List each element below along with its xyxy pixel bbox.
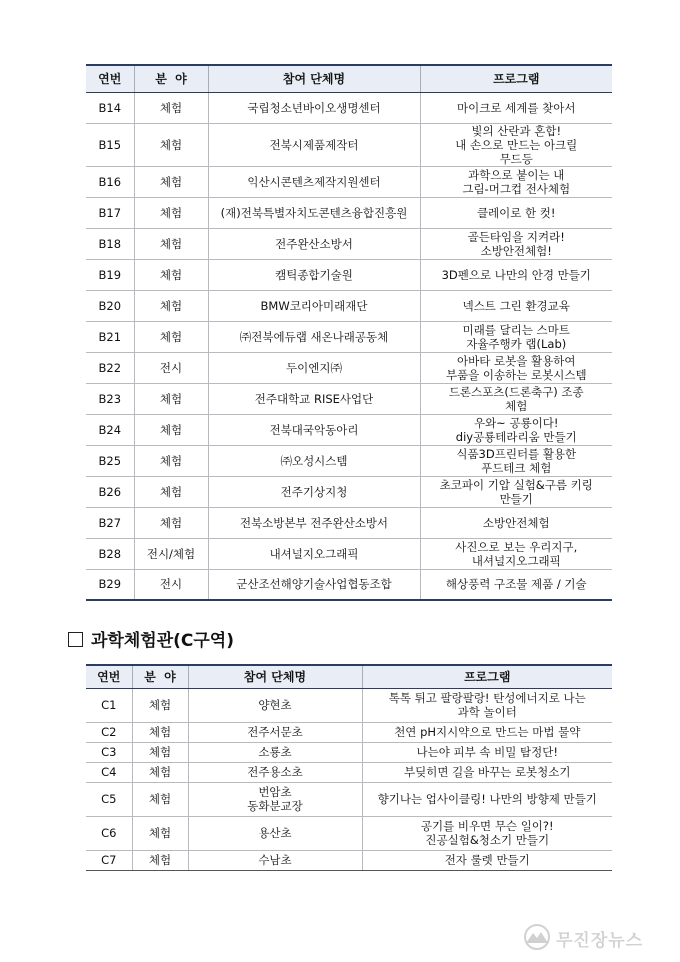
watermark-text: 무진장뉴스: [556, 931, 644, 951]
row-number: C7: [86, 850, 132, 870]
table-row: [86, 321, 612, 352]
table-row: [86, 722, 612, 742]
row-org: ㈜전북에듀랩 새온나래공동체: [208, 321, 420, 352]
row-number: B21: [86, 321, 134, 352]
row-org: 전주대학교 RISE사업단: [208, 383, 420, 414]
row-org: 캠틱종합기술원: [208, 259, 420, 290]
row-field: 전시: [134, 352, 208, 383]
row-org: 군산조선해양기술사업협동조합: [208, 569, 420, 600]
table-row: [86, 166, 612, 197]
checkbox-square-icon: [68, 632, 83, 647]
row-number: B18: [86, 228, 134, 259]
row-org: 국립청소년바이오생명센터: [208, 92, 420, 123]
row-program: 식품3D프린터를 활용한 푸드테크 체험: [420, 445, 612, 476]
row-org: 양현초: [188, 688, 362, 722]
row-org: 두이엔지㈜: [208, 352, 420, 383]
row-program: 빛의 산란과 혼합! 내 손으로 만드는 아크릴 무드등: [420, 123, 612, 166]
table-row: [86, 228, 612, 259]
row-org: 수남초: [188, 850, 362, 870]
row-field: 체험: [134, 197, 208, 228]
row-org: 번암초 동화분교장: [188, 782, 362, 816]
row-program: 초코파이 기압 실험&구름 키링 만들기: [420, 476, 612, 507]
row-program: 나는야 피부 속 비밀 탐정단!: [362, 742, 612, 762]
row-org: 전주기상지청: [208, 476, 420, 507]
row-org: 전북시제품제작터: [208, 123, 420, 166]
row-field: 체험: [132, 722, 188, 742]
mountain-logo-icon: [522, 924, 552, 950]
row-number: B14: [86, 92, 134, 123]
section-title-text: 과학체험관(C구역): [91, 631, 234, 651]
row-program: 전자 룰렛 만들기: [362, 850, 612, 870]
row-field: 전시/체험: [134, 538, 208, 569]
row-org: 전주용소초: [188, 762, 362, 782]
row-program: 사진으로 보는 우리지구, 내셔널지오그래픽: [420, 538, 612, 569]
row-field: 체험: [134, 290, 208, 321]
row-number: C2: [86, 722, 132, 742]
row-number: B17: [86, 197, 134, 228]
row-org: 전주완산소방서: [208, 228, 420, 259]
row-org: 전주서문초: [188, 722, 362, 742]
table-c-header-row: [86, 665, 612, 688]
row-field: 체험: [134, 414, 208, 445]
header-field: 분 야: [132, 665, 188, 688]
header-no: 연번: [86, 665, 132, 688]
row-org: 익산시콘텐츠제작지원센터: [208, 166, 420, 197]
row-program: 과학으로 붙이는 내 그림-머그컵 전사체험: [420, 166, 612, 197]
row-program: 클레이로 한 컷!: [420, 197, 612, 228]
table-row: [86, 507, 612, 538]
row-field: 체험: [132, 850, 188, 870]
row-org: (재)전북특별자치도콘텐츠융합진흥원: [208, 197, 420, 228]
row-program: 미래를 달리는 스마트 자율주행카 랩(Lab): [420, 321, 612, 352]
row-number: B27: [86, 507, 134, 538]
row-field: 체험: [132, 816, 188, 850]
table-b: [86, 64, 612, 601]
row-program: 3D펜으로 나만의 안경 만들기: [420, 259, 612, 290]
row-program: 해상풍력 구조물 제품 / 기술: [420, 569, 612, 600]
row-org: 전북소방본부 전주완산소방서: [208, 507, 420, 538]
table-row: [86, 259, 612, 290]
table-row: [86, 197, 612, 228]
row-program: 부딪히면 길을 바꾸는 로봇청소기: [362, 762, 612, 782]
row-number: B15: [86, 123, 134, 166]
row-program: 마이크로 세계를 찾아서: [420, 92, 612, 123]
table-row: [86, 445, 612, 476]
table-row: [86, 290, 612, 321]
header-program: 프로그램: [420, 65, 612, 92]
section-title: [68, 626, 234, 651]
table-row: [86, 688, 612, 722]
row-program: 넥스트 그린 환경교육: [420, 290, 612, 321]
table-row: [86, 383, 612, 414]
row-field: 체험: [134, 259, 208, 290]
row-number: B20: [86, 290, 134, 321]
table-c: [86, 664, 612, 871]
watermark: [516, 920, 666, 954]
table-row: [86, 538, 612, 569]
row-field: 체험: [132, 742, 188, 762]
row-number: B23: [86, 383, 134, 414]
row-field: 체험: [134, 228, 208, 259]
table-row: [86, 414, 612, 445]
header-org: 참여 단체명: [188, 665, 362, 688]
row-program: 향기나는 업사이클링! 나만의 방향제 만들기: [362, 782, 612, 816]
row-field: 체험: [134, 476, 208, 507]
table-row: [86, 476, 612, 507]
table-row: [86, 782, 612, 816]
row-program: 드론스포츠(드론축구) 조종 체험: [420, 383, 612, 414]
row-number: B24: [86, 414, 134, 445]
row-number: C5: [86, 782, 132, 816]
row-program: 아바타 로봇을 활용하여 부품을 이송하는 로봇시스템: [420, 352, 612, 383]
row-org: ㈜오성시스템: [208, 445, 420, 476]
row-field: 체험: [134, 445, 208, 476]
row-program: 소방안전체험: [420, 507, 612, 538]
row-number: B28: [86, 538, 134, 569]
row-field: 체험: [134, 383, 208, 414]
row-program: 톡톡 튀고 팔랑팔랑! 탄성에너지로 나는 과학 놀이터: [362, 688, 612, 722]
row-field: 체험: [134, 507, 208, 538]
row-program: 우와~ 공룡이다! diy공룡테라리움 만들기: [420, 414, 612, 445]
row-org: 전북대국악동아리: [208, 414, 420, 445]
row-field: 체험: [134, 166, 208, 197]
row-program: 천연 pH지시약으로 만드는 마법 물약: [362, 722, 612, 742]
row-number: C6: [86, 816, 132, 850]
header-no: 연번: [86, 65, 134, 92]
table-b-header-row: [86, 65, 612, 92]
row-org: 내셔널지오그래픽: [208, 538, 420, 569]
row-field: 전시: [134, 569, 208, 600]
table-row: [86, 850, 612, 870]
row-number: C3: [86, 742, 132, 762]
row-field: 체험: [134, 321, 208, 352]
row-number: B16: [86, 166, 134, 197]
row-field: 체험: [132, 688, 188, 722]
row-field: 체험: [132, 762, 188, 782]
table-row: [86, 92, 612, 123]
table-c-body: [86, 688, 612, 870]
header-field: 분 야: [134, 65, 208, 92]
table-row: [86, 569, 612, 600]
row-program: 공기를 비우면 무슨 일이?! 진공실험&청소기 만들기: [362, 816, 612, 850]
row-number: B22: [86, 352, 134, 383]
row-field: 체험: [132, 782, 188, 816]
row-number: C4: [86, 762, 132, 782]
row-number: B29: [86, 569, 134, 600]
table-row: [86, 816, 612, 850]
row-number: B26: [86, 476, 134, 507]
row-org: 용산초: [188, 816, 362, 850]
row-program: 골든타임을 지켜라! 소방안전체험!: [420, 228, 612, 259]
table-row: [86, 123, 612, 166]
header-program: 프로그램: [362, 665, 612, 688]
table-row: [86, 352, 612, 383]
row-number: C1: [86, 688, 132, 722]
row-org: BMW코리아미래재단: [208, 290, 420, 321]
header-org: 참여 단체명: [208, 65, 420, 92]
table-row: [86, 762, 612, 782]
row-org: 소룡초: [188, 742, 362, 762]
row-number: B19: [86, 259, 134, 290]
table-row: [86, 742, 612, 762]
row-number: B25: [86, 445, 134, 476]
table-b-body: [86, 92, 612, 600]
row-field: 체험: [134, 92, 208, 123]
row-field: 체험: [134, 123, 208, 166]
